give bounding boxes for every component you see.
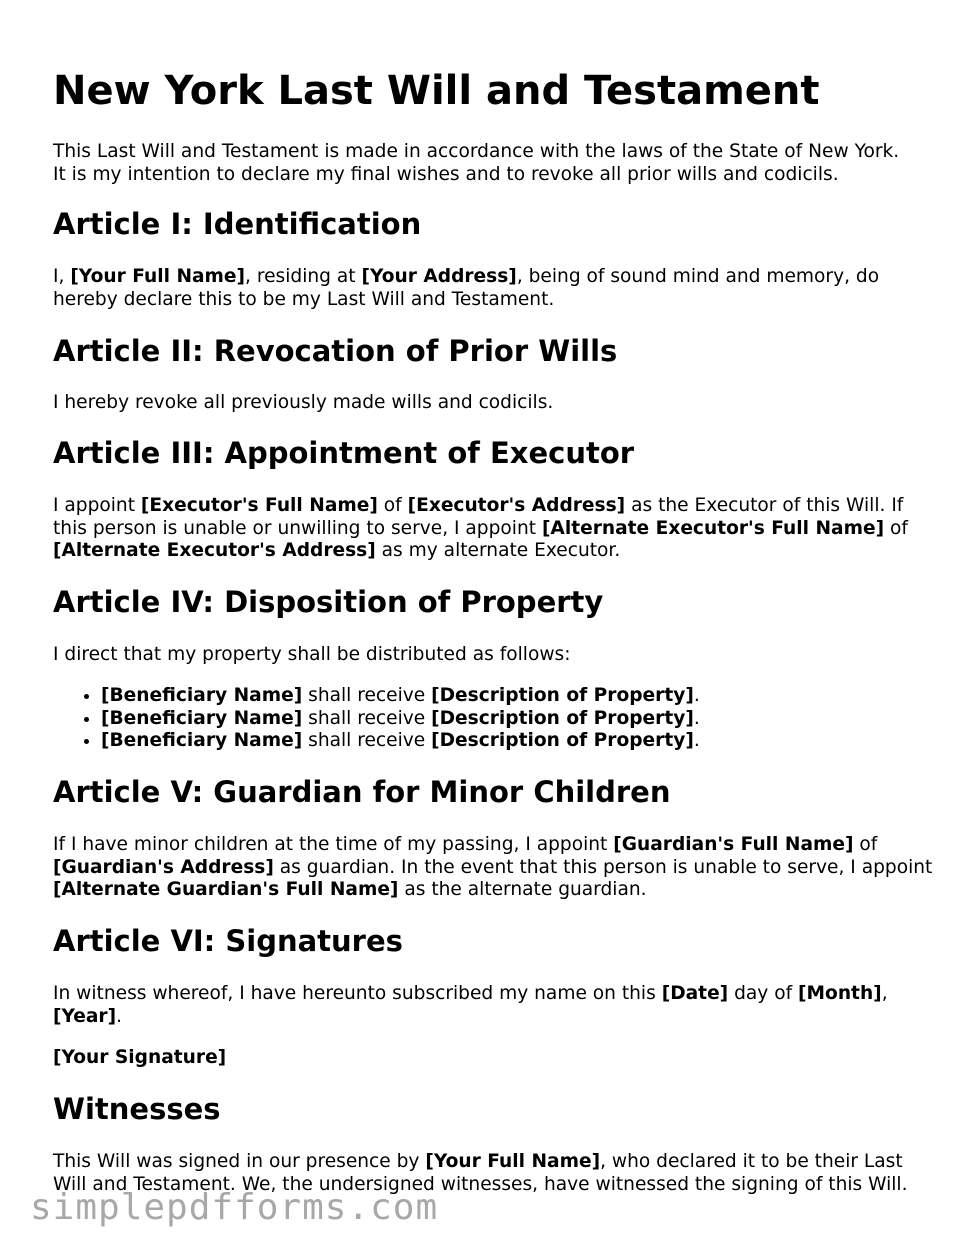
article-1-heading: Article I: Identification — [53, 207, 422, 241]
text-run: , residing at — [245, 266, 362, 287]
list-item — [101, 730, 700, 753]
placeholder-property: [Description of Property] — [431, 685, 694, 706]
intro-line-1: This Last Will and Testament is made in accordance with the laws of the State of New York. — [53, 141, 900, 162]
list-item — [101, 708, 700, 731]
article-2-heading: Article II: Revocation of Prior Wills — [53, 334, 618, 368]
watermark-text: simplepdfforms.com — [30, 1187, 439, 1228]
placeholder-your-full-name: [Your Full Name] — [70, 266, 246, 287]
placeholder-date: [Date] — [661, 983, 729, 1004]
article-4-heading: Article IV: Disposition of Property — [53, 585, 604, 619]
text-run: as the Executor of this Will. If this person is unable or unwilling to serve, I appoint — [53, 495, 904, 539]
article-6-heading: Article VI: Signatures — [53, 924, 403, 958]
text-run: . — [116, 1005, 123, 1027]
article-5-heading: Article V: Guardian for Minor Children — [53, 775, 671, 809]
placeholder-executor-address: [Executor's Address] — [407, 495, 626, 516]
text-run: as my alternate Executor. — [375, 540, 621, 561]
placeholder-year: [Year] — [53, 1005, 117, 1027]
text-run: as the alternate guardian. — [398, 879, 647, 900]
placeholder-guardian-name: [Guardian's Full Name] — [613, 834, 854, 855]
placeholder-alt-guardian-name: [Alternate Guardian's Full Name] — [53, 879, 399, 900]
placeholder-signature: [Your Signature] — [53, 1047, 227, 1068]
text-run: I appoint — [53, 495, 141, 516]
text-run: In witness whereof, I have hereunto subscribed my name on this — [53, 983, 662, 1004]
text-run: of — [884, 517, 908, 539]
placeholder-alt-executor-address: [Alternate Executor's Address] — [53, 540, 376, 561]
article-3-text — [53, 495, 933, 563]
article-6-text — [53, 983, 933, 1028]
text-run: . — [693, 707, 700, 729]
text-run: of — [853, 834, 878, 855]
placeholder-beneficiary: [Beneficiary Name] — [101, 685, 303, 706]
intro-paragraph — [53, 141, 933, 186]
signature-line — [53, 1047, 933, 1070]
placeholder-property: [Description of Property] — [431, 707, 694, 729]
article-3-heading: Article III: Appointment of Executor — [53, 436, 635, 470]
placeholder-beneficiary: [Beneficiary Name] — [101, 730, 303, 751]
placeholder-your-address: [Your Address] — [361, 266, 517, 287]
text-run: . — [693, 730, 700, 751]
text-run: , — [881, 983, 888, 1004]
text-run: I, — [53, 266, 71, 287]
text-run: , who declared it to be their Last Will and Testament. We, the undersigned witnesses, have witnessed the signing of this Will. — [53, 1151, 908, 1195]
article-5-text — [53, 834, 933, 902]
text-run: as guardian. In the event that this person is unable to serve, I appoint — [273, 856, 933, 878]
text-run: This Will was signed in our presence by — [53, 1151, 426, 1172]
placeholder-alt-executor-name: [Alternate Executor's Full Name] — [541, 517, 885, 539]
intro-line-2: It is my intention to declare my final wishes and to revoke all prior wills and codicils. — [53, 163, 839, 185]
placeholder-your-full-name: [Your Full Name] — [425, 1151, 601, 1172]
document-title: New York Last Will and Testament — [53, 68, 820, 114]
placeholder-guardian-address: [Guardian's Address] — [53, 856, 274, 878]
text-run: shall receive — [302, 685, 432, 706]
placeholder-property: [Description of Property] — [431, 730, 694, 751]
placeholder-executor-name: [Executor's Full Name] — [140, 495, 378, 516]
list-item — [101, 685, 700, 708]
article-2-text: I hereby revoke all previously made wills and codicils. — [53, 392, 554, 413]
property-list — [53, 685, 700, 753]
placeholder-month: [Month] — [798, 983, 882, 1004]
text-run: shall receive — [302, 730, 432, 751]
text-run: , being of sound mind and memory, do hereby declare this to be my Last Will and Testament. — [53, 266, 880, 310]
text-run: shall receive — [302, 707, 432, 729]
placeholder-beneficiary: [Beneficiary Name] — [101, 707, 303, 729]
witnesses-heading: Witnesses — [53, 1092, 221, 1126]
article-4-intro: I direct that my property shall be distributed as follows: — [53, 644, 571, 665]
article-1-text — [53, 266, 933, 311]
text-run: day of — [728, 983, 799, 1004]
text-run: . — [693, 685, 700, 706]
text-run: If I have minor children at the time of my passing, I appoint — [53, 834, 614, 855]
text-run: of — [377, 495, 408, 516]
